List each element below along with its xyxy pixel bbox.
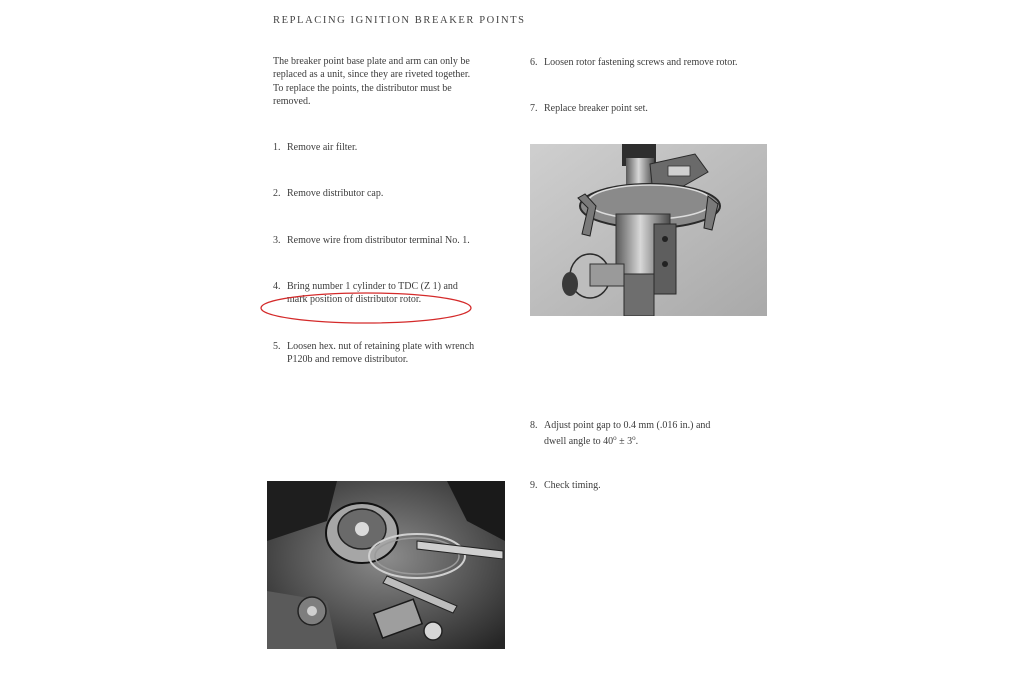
intro-line: The breaker point base plate and arm can only be <box>273 56 470 67</box>
step-number: 5. <box>273 341 281 352</box>
step-5 <box>273 340 474 367</box>
degree-mark: o <box>632 434 636 443</box>
step-8 <box>530 419 710 449</box>
step-number: 4. <box>273 281 281 292</box>
step-number: 7. <box>530 103 538 114</box>
distributor-illustration <box>530 144 767 316</box>
step-text: Replace breaker point set. <box>544 103 648 114</box>
page-title: REPLACING IGNITION BREAKER POINTS <box>273 15 526 26</box>
step-text: Loosen rotor fastening screws and remove rotor. <box>544 57 738 68</box>
distributor-photo <box>530 144 767 316</box>
step-3 <box>273 234 470 247</box>
step-number: 8. <box>530 420 538 431</box>
intro-line: To replace the points, the distributor must be <box>273 82 452 94</box>
engine-illustration <box>267 481 505 649</box>
step-number: 1. <box>273 142 281 153</box>
degree-mark: o <box>613 434 617 443</box>
step-text-continued: P120b and remove distributor. <box>287 354 409 366</box>
step-text-continued: dwell angle to $40^o \pm 3^o$. <box>544 434 639 448</box>
step-text-continued: mark position of distributor rotor. <box>287 294 422 306</box>
intro-line: replaced as a unit, since they are riveted together. <box>273 69 471 81</box>
step-number: 6. <box>530 57 538 68</box>
step-text: Remove wire from distributor terminal No. 1. <box>287 235 470 246</box>
step-text: Adjust point gap to 0.4 mm (.016 in.) and <box>544 420 711 431</box>
step-2 <box>273 187 383 200</box>
intro-paragraph <box>273 55 470 108</box>
step-1 <box>273 141 357 154</box>
step-number: 2. <box>273 188 281 199</box>
step-text: Remove distributor cap. <box>287 188 384 199</box>
step-text: Loosen hex. nut of retaining plate with wrench <box>287 341 475 352</box>
step-9 <box>530 479 601 492</box>
step-text: Remove air filter. <box>287 142 358 153</box>
engine-bay-photo <box>267 481 505 649</box>
step-number: 3. <box>273 235 281 246</box>
step-7 <box>530 102 648 115</box>
intro-line: removed. <box>273 95 311 107</box>
step-number: 9. <box>530 480 538 491</box>
step-text: Check timing. <box>544 480 601 491</box>
step-text: Bring number 1 cylinder to TDC (Z 1) and <box>287 281 458 292</box>
annotation-ellipse <box>259 291 473 325</box>
step-6 <box>530 56 738 69</box>
